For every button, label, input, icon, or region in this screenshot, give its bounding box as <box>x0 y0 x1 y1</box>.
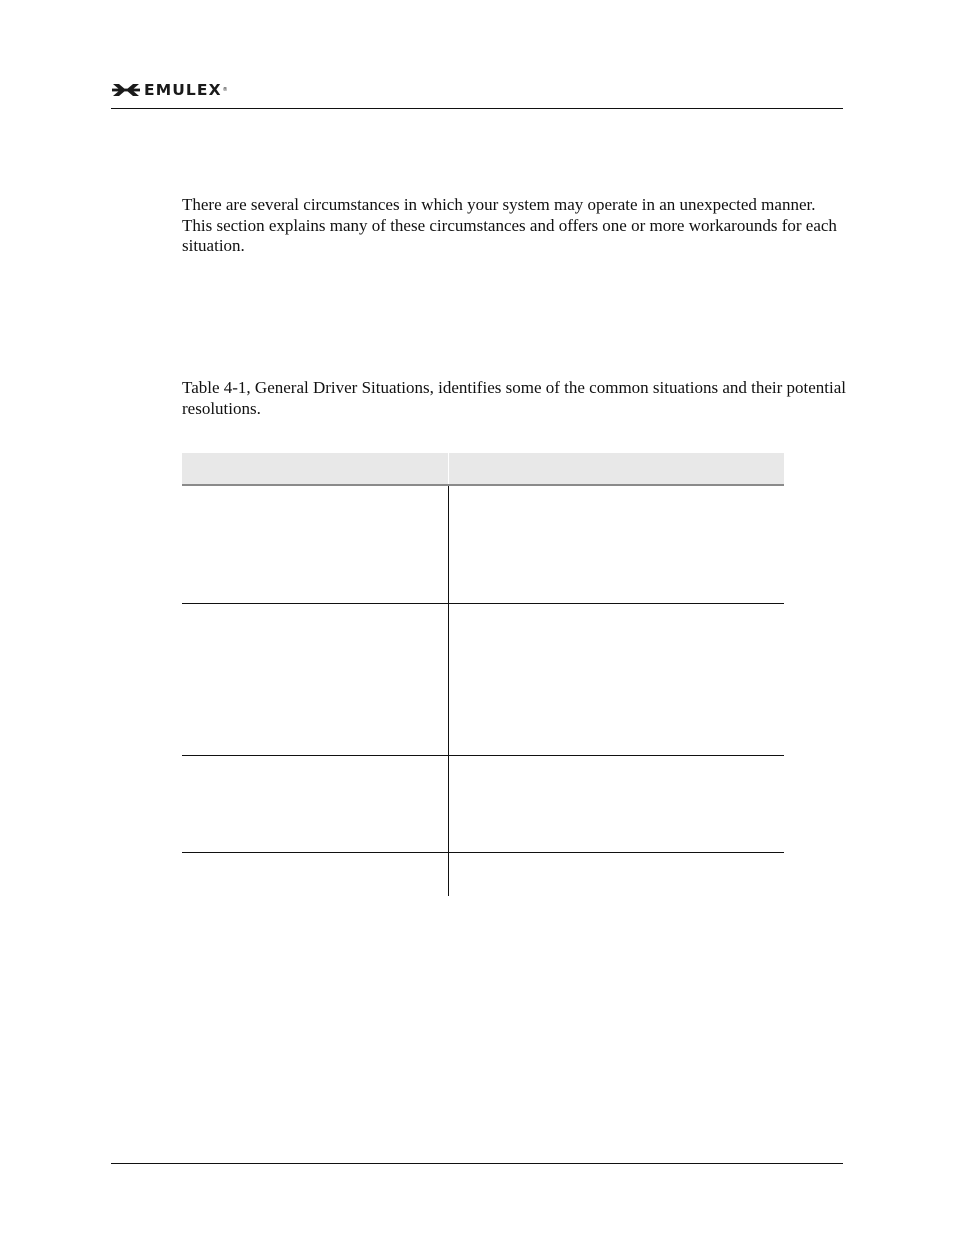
situation-cell <box>182 485 449 603</box>
footer-rule <box>111 1163 843 1164</box>
resolution-cell <box>449 852 785 896</box>
header-rule <box>111 108 843 109</box>
emulex-logo-mark-icon <box>111 81 141 99</box>
situation-cell <box>182 603 449 755</box>
trademark-symbol: ® <box>222 87 228 93</box>
intro-paragraph: There are several circumstances in which your system may operate in an unexpected manner. This section explains many of these circumstances and offers one or more workarounds for each situation. <box>182 195 837 255</box>
table-header-row <box>182 453 784 485</box>
resolution-column-header <box>449 453 785 485</box>
table-row <box>182 852 784 896</box>
table-row <box>182 603 784 755</box>
emulex-logo <box>111 81 228 99</box>
resolution-cell <box>449 603 785 755</box>
situation-cell <box>182 852 449 896</box>
resolution-cell <box>449 755 785 852</box>
situation-cell <box>182 755 449 852</box>
situation-column-header <box>182 453 449 485</box>
general-driver-situations-table <box>182 453 784 896</box>
table-reference-paragraph: Table 4-1, General Driver Situations, identifies some of the common situations and their potential resolutions. <box>182 378 847 418</box>
resolution-cell <box>449 485 785 603</box>
emulex-logo-text: EMULEX <box>144 81 222 99</box>
table-row <box>182 755 784 852</box>
table-row <box>182 485 784 603</box>
